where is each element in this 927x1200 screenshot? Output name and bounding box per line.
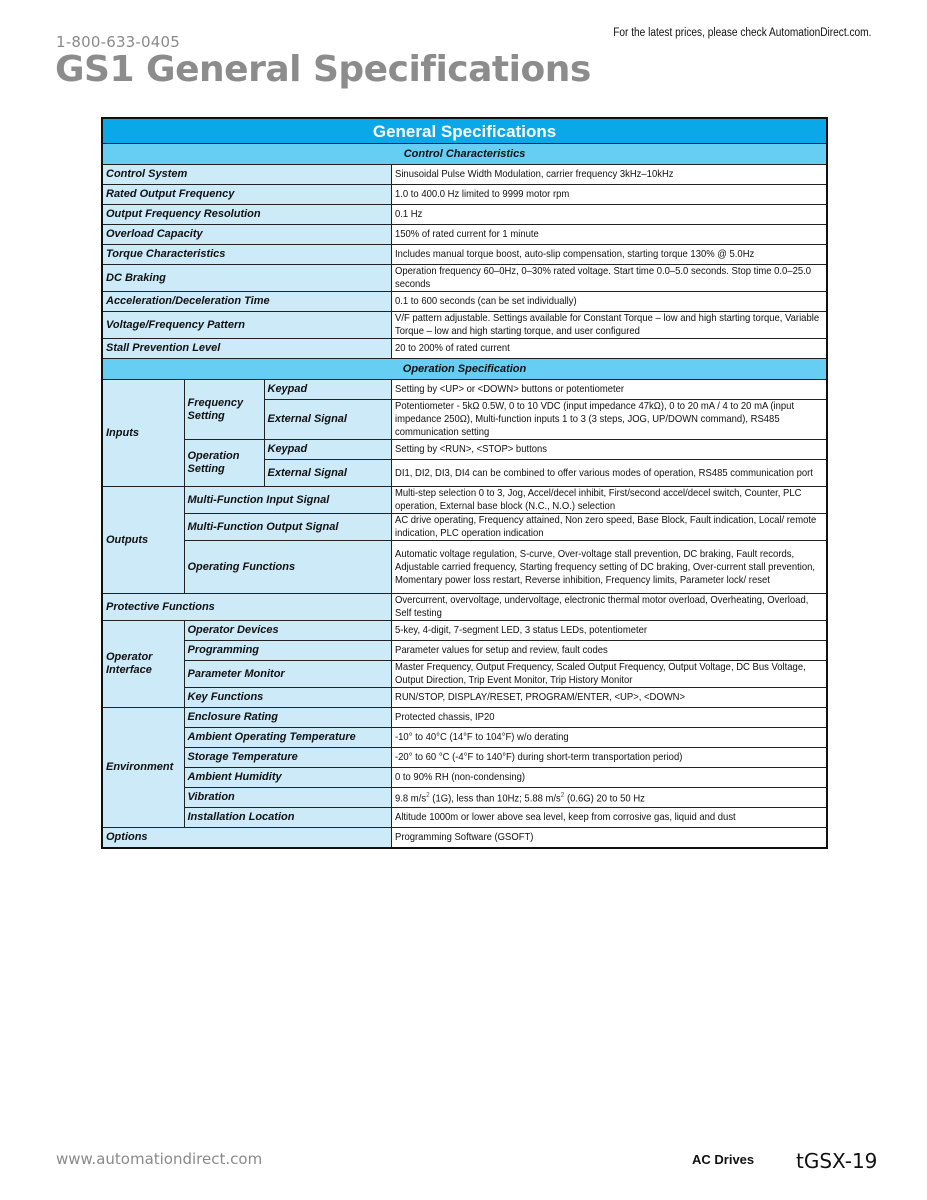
section-header-row [102,359,827,380]
row-label: Keypad [264,380,391,400]
row-value: Automatic voltage regulation, S-curve, Over-voltage stall prevention, DC braking, Fault records, Adjustable carried frequency, Starting frequency setting of DC braking, Over-current stall prevention, Momentary power loss restart, Reverse inhibition, Frequency limits, Parameter lock/ reset [394,548,815,586]
row-value: V/F pattern adjustable. Settings available for Constant Torque – low and high starting torque, Variable Torque – low and high starting torque, and user configured [394,313,819,337]
table-row [102,440,827,460]
page-number: tGSX-19 [796,1149,878,1173]
table-row [102,312,827,339]
row-label: External Signal [264,400,391,440]
row-label: Parameter Monitor [184,661,391,688]
table-row [102,514,827,541]
row-label: Keypad [264,440,391,460]
row-value: Includes manual torque boost, auto-slip compensation, starting torque 130% @ 5.0Hz [394,249,754,260]
row-label: Operating Functions [184,541,391,594]
row-value: -20° to 60 °C (-4°F to 140°F) during short-term transportation period) [394,752,682,763]
row-label: Multi-Function Output Signal [184,514,391,541]
table-row [102,245,827,265]
superscript: 2 [425,792,430,800]
row-value: 20 to 200% of rated current [394,343,510,354]
table-row [102,225,827,245]
row-label: Vibration [184,788,391,808]
table-row [102,165,827,185]
row-label: Control System [102,165,391,185]
vibration-value-part: 9.8 m/s [394,793,426,805]
row-value: 150% of rated current for 1 minute [394,229,539,240]
general-specifications-table [101,117,828,849]
table-row [102,661,827,688]
phone-number: 1-800-633-0405 [56,33,181,51]
row-label: Key Functions [184,688,391,708]
row-label: Torque Characteristics [102,245,391,265]
row-value: Overcurrent, overvoltage, undervoltage, electronic thermal motor overload, Overheating, Overload, Self testing [394,595,808,619]
row-value: AC drive operating, Frequency attained, Non zero speed, Base Block, Fault indication, Local/ remote indication, PLC operation indication [394,515,816,539]
row-label: Overload Capacity [102,225,391,245]
subgroup-label-operation-setting: Operation Setting [184,440,264,487]
row-value: Sinusoidal Pulse Width Modulation, carrier frequency 3kHz–10kHz [394,169,674,180]
group-label-outputs: Outputs [102,487,184,594]
section-header-row [102,144,827,165]
table-row [102,768,827,788]
prices-note: For the latest prices, please check AutomationDirect.com. [612,27,871,39]
row-label: Rated Output Frequency [102,185,391,205]
table-row [102,205,827,225]
row-value: Operation frequency 60–0Hz, 0–30% rated voltage. Start time 0.0–5.0 seconds. Stop time 0.0–25.0 seconds [394,266,811,290]
table-row [102,641,827,661]
table-row [102,541,827,594]
row-value: 0.1 Hz [394,209,422,220]
table-row [102,487,827,514]
table-row [102,292,827,312]
table-row [102,708,827,728]
row-value: RUN/STOP, DISPLAY/RESET, PROGRAM/ENTER, <UP>, <DOWN> [394,692,685,703]
page-title: GS1 General Specifications [55,49,591,90]
row-value: 5-key, 4-digit, 7-segment LED, 3 status LEDs, potentiometer [394,625,647,636]
row-value: Setting by <RUN>, <STOP> buttons [394,444,547,455]
row-label: Stall Prevention Level [102,339,391,359]
row-value [395,789,824,805]
group-label-inputs: Inputs [102,380,184,487]
row-label: Protective Functions [102,594,391,621]
footer-url[interactable]: www.automationdirect.com [56,1150,263,1168]
table-title: General Specifications [102,118,827,144]
table-row [102,594,827,621]
row-label: Output Frequency Resolution [102,205,391,225]
table-title-row [102,118,827,144]
subgroup-label-frequency-setting: Frequency Setting [184,380,264,440]
table-row [102,265,827,292]
superscript: 2 [560,792,564,800]
table-row [102,380,827,400]
row-value: Altitude 1000m or lower above sea level, keep from corrosive gas, liquid and dust [394,812,736,823]
row-value: Parameter values for setup and review, fault codes [394,645,608,656]
row-label: Ambient Humidity [184,768,391,788]
vibration-value-part: (1G), less than 10Hz; 5.88 m/s [429,793,561,805]
row-value: DI1, DI2, DI3, DI4 can be combined to offer various modes of operation, RS485 communication port [394,467,813,479]
section-control-characteristics: Control Characteristics [102,144,827,165]
row-value: Potentiometer - 5kΩ 0.5W, 0 to 10 VDC (input impedance 47kΩ), 0 to 20 mA / 4 to 20 mA (input impedance 250Ω), Multi-function inputs 1 to 3 (3 steps, JOG, UP/DOWN command), RS485 communication setting [394,401,794,438]
row-label: Voltage/Frequency Pattern [102,312,391,339]
table-row [102,828,827,848]
row-label: Acceleration/Deceleration Time [102,292,391,312]
row-value: Multi-step selection 0 to 3, Jog, Accel/decel inhibit, First/second accel/decel switch, Counter, PLC operation, External base block (N.C., N.O.) selection [394,488,801,512]
footer-section: AC Drives [692,1152,755,1167]
row-value: Setting by <UP> or <DOWN> buttons or potentiometer [394,384,624,395]
table-row [102,185,827,205]
row-label: Enclosure Rating [184,708,391,728]
row-value: Protected chassis, IP20 [394,712,495,723]
row-label: External Signal [264,460,391,487]
row-label: Installation Location [184,808,391,828]
group-label-environment: Environment [102,708,184,828]
group-label-operator-interface: Operator Interface [102,621,184,708]
row-value: 0.1 to 600 seconds (can be set individually) [394,296,577,307]
vibration-value-part: (0.6G) 20 to 50 Hz [563,793,645,805]
row-label: Operator Devices [184,621,391,641]
row-label: Ambient Operating Temperature [184,728,391,748]
row-value: -10° to 40°C (14°F to 104°F) w/o derating [394,732,569,743]
row-label: Storage Temperature [184,748,391,768]
table-row [102,808,827,828]
row-label: Multi-Function Input Signal [184,487,391,514]
table-row [102,748,827,768]
table-row [102,688,827,708]
row-label: DC Braking [102,265,391,292]
row-value: Programming Software (GSOFT) [394,831,533,843]
row-value: 0 to 90% RH (non-condensing) [394,772,525,783]
row-label: Programming [184,641,391,661]
section-operation-specification: Operation Specification [102,359,827,380]
row-label: Options [102,828,391,848]
row-value: Master Frequency, Output Frequency, Scaled Output Frequency, Output Voltage, DC Bus Voltage, Output Direction, Trip Event Monitor, Trip History Monitor [394,662,806,686]
table-row [102,728,827,748]
table-row [102,788,827,808]
row-value: 1.0 to 400.0 Hz limited to 9999 motor rpm [394,189,569,200]
table-row [102,621,827,641]
table-row [102,339,827,359]
